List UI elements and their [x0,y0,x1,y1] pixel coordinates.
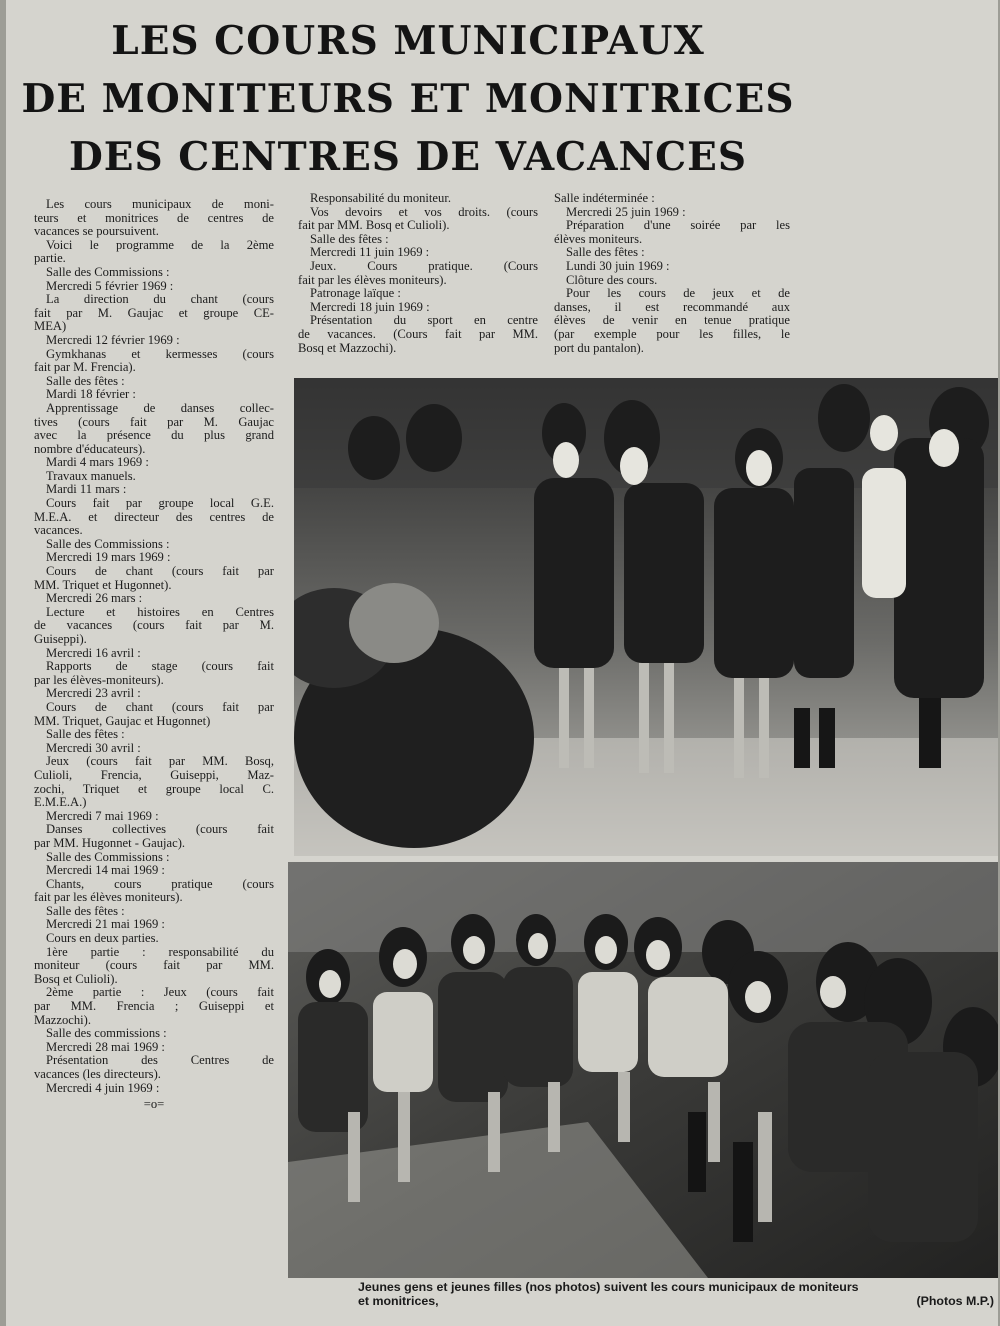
column-line: de vacances (cours fait par M. [34,618,274,633]
group-seated-photo [288,862,998,1278]
column-line: par MM. Frencia ; Guiseppi et [34,999,274,1014]
column-line: fait par MM. Bosq et Culioli). [298,218,450,233]
column-line: Mardi 11 mars : [46,482,127,497]
column-line: vacances (les directeurs). [34,1067,161,1081]
column-line: Patronage laïque : [310,286,401,301]
column-line: Salle des commissions : [46,1026,167,1041]
column-line: fait par les élèves moniteurs). [34,890,183,905]
column-line: Salle des fêtes : [566,245,645,260]
photo-caption [358,1280,994,1308]
column-line: Rapports de stage (cours fait [46,659,274,674]
column-line: Mercredi 4 juin 1969 : [46,1080,160,1095]
column-line: vacances. [34,523,83,538]
column-line: La direction du chant (cours [46,292,274,307]
column-line: Cours de chant (cours fait par [46,564,274,579]
column-line: Mercredi 25 juin 1969 : [566,204,686,219]
article-column-1 [34,198,274,1112]
headline-line-3: DES CENTRES DE VACANCES [68,134,748,180]
column-line: moniteur (cours fait par MM. [34,958,274,973]
column-line: nombre d'éducateurs). [34,441,146,456]
column-line: Présentation des Centres de [46,1053,274,1068]
column-line: Clôture des cours. [566,272,658,287]
headline-line-2: DE MONITEURS ET MONITRICES [21,76,795,122]
column-line: Mercredi 21 mai 1969 : [46,917,165,932]
column-line: Jeux (cours fait par MM. Bosq, [46,754,274,769]
column-line: Mercredi 16 avril : [46,645,141,660]
column-line: Salle des Commissions : [46,849,170,864]
column-line: E.M.E.A.) [34,795,87,810]
column-line: zochi, Triquet et groupe local C. [34,781,274,796]
column-line: Mercredi 18 juin 1969 : [310,299,430,314]
column-line: Voici le programme de la 2ème [46,237,274,252]
column-line: Bosq et Mazzochi). [298,340,397,355]
column-line: Mercredi 7 mai 1969 : [46,808,159,823]
column-line: partie. [34,251,66,266]
column-line: tives (cours fait par M. Gaujac [34,414,274,429]
column-line: Mercredi 19 mars 1969 : [46,550,171,565]
column-line: MEA) [34,319,67,334]
column-line: 1ère partie : responsabilité du [46,944,274,959]
column-line: Travaux manuels. [46,468,136,483]
column-line: Salle des Commissions : [46,536,170,551]
group-standing-photo [294,378,998,856]
column-line: Cours en deux parties. [46,931,159,946]
column-line: Salle des Commissions : [46,264,170,279]
column-line: fait par les élèves moniteurs). [298,272,447,287]
article-column-3 [554,192,790,355]
column-line: Mercredi 11 juin 1969 : [310,245,430,260]
column-line: Préparation d'une soirée par les [566,218,790,233]
column-line: Salle des fêtes : [46,903,125,918]
column-line: Vos devoirs et vos droits. (cours [310,204,538,219]
column-line: Jeux. Cours pratique. (Cours [310,258,538,273]
column-line: teurs et monitrices de centres de [34,210,274,225]
column-line: Mercredi 30 avril : [46,740,141,755]
column-line: Salle des fêtes : [46,727,125,742]
photo-credit: (Photos M.P.) [916,1294,994,1308]
column-line: Mazzochi). [34,1012,91,1027]
column-line: Responsabilité du moniteur. [310,191,451,205]
column-line: Gymkhanas et kermesses (cours [46,346,274,361]
column-line: Mercredi 28 mai 1969 : [46,1039,165,1054]
column-line: Mercredi 23 avril : [46,686,141,701]
column-line: vacances se poursuivent. [34,224,159,239]
column-line: Guiseppi). [34,632,87,646]
column-line: Apprentissage de danses collec- [46,400,274,415]
column-line: Cours fait par groupe local G.E. [46,496,274,511]
column-line: de vacances. (Cours fait par MM. [298,326,538,341]
column-line: Pour les cours de jeux et de [566,286,790,301]
newspaper-clipping [6,0,998,1326]
column-line: Salle indéterminée : [554,191,655,205]
column-line: fait par M. Gaujac et groupe CE- [34,305,274,320]
column-line: Mercredi 12 février 1969 : [46,332,180,347]
column-line: (par exemple pour les filles, le [554,326,790,341]
column-line: Mercredi 5 février 1969 : [46,278,174,293]
column-line: Lecture et histoires en Centres [46,604,274,619]
column-line: Présentation du sport en centre [310,313,538,328]
column-line: Salle des fêtes : [310,231,389,246]
separator: =o= [143,1097,165,1112]
column-line: Mercredi 14 mai 1969 : [46,863,165,878]
column-line: Culioli, Frencia, Guiseppi, Maz- [34,767,274,782]
column-line: MM. Triquet et Hugonnet). [34,577,172,592]
column-line: par MM. Hugonnet - Gaujac). [34,835,186,850]
caption-line-2: et monitrices, [358,1294,439,1308]
column-line: Cours de chant (cours fait par [46,699,274,714]
column-line: élèves moniteurs. [554,231,643,246]
column-line: Lundi 30 juin 1969 : [566,258,670,273]
column-line: Mardi 18 février : [46,387,136,402]
column-line: fait par M. Frencia). [34,360,136,375]
column-line: Chants, cours pratique (cours [46,876,274,891]
column-line: 2ème partie : Jeux (cours fait [46,985,274,1000]
article-column-2 [298,192,538,355]
headline-line-1: LES COURS MUNICIPAUX [111,18,705,64]
headline [18,12,798,190]
column-line: danses, il est recommandé aux [554,299,790,314]
column-line: port du pantalon). [554,340,644,355]
column-line: élèves de venir en tenue pratique [554,313,790,328]
column-line: MM. Triquet, Gaujac et Hugonnet) [34,713,211,728]
column-line: Salle des fêtes : [46,373,125,388]
caption-line-1: Jeunes gens et jeunes filles (nos photos) suivent les cours municipaux de moniteurs [358,1280,859,1294]
column-line: Mercredi 26 mars : [46,591,143,606]
column-line: Mardi 4 mars 1969 : [46,455,149,470]
column-line: par les élèves-moniteurs). [34,672,164,687]
column-line: avec la présence du plus grand [34,428,274,443]
column-line: M.E.A. et directeur des centres de [34,509,274,524]
column-line: Danses collectives (cours fait [46,822,274,837]
column-line: Bosq et Culioli). [34,971,118,986]
column-line: Les cours municipaux de moni- [46,197,274,211]
